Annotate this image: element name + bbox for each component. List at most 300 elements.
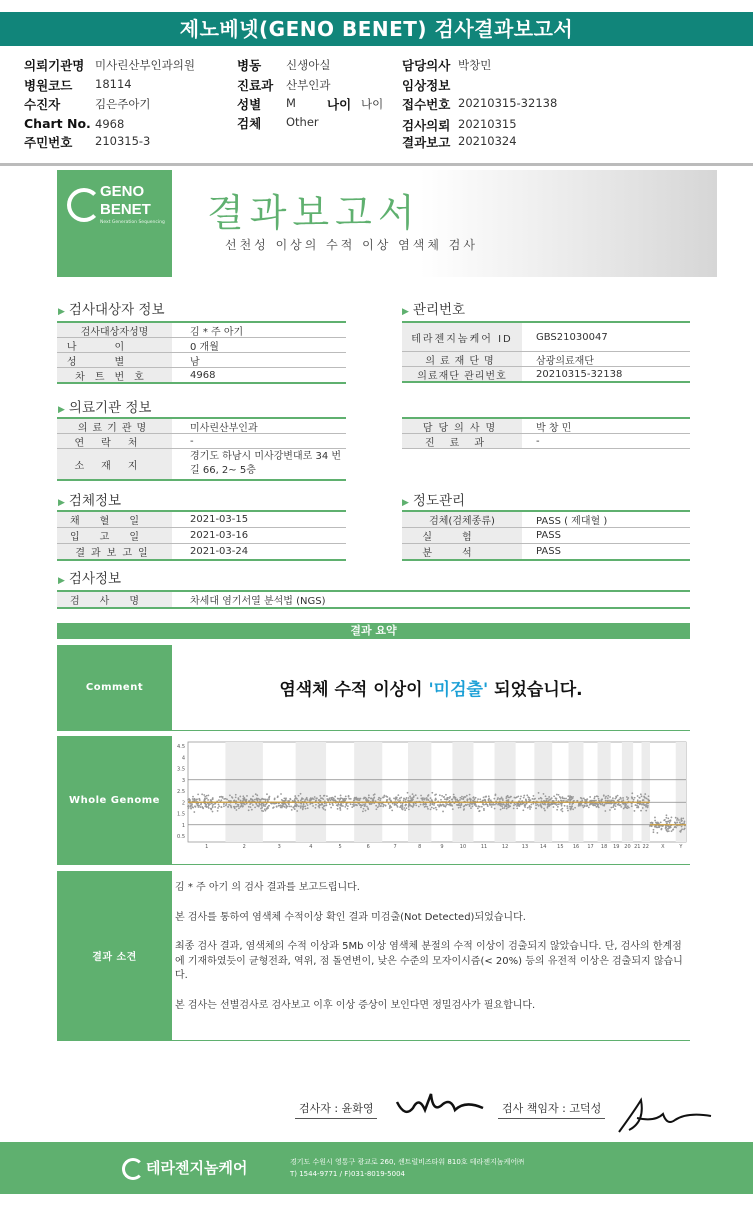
- data-point: [640, 793, 642, 795]
- data-point: [550, 804, 552, 806]
- row-value: -: [536, 435, 540, 447]
- header-value: 20210315: [458, 117, 517, 131]
- data-point: [667, 828, 669, 830]
- data-point: [296, 810, 298, 812]
- data-point: [375, 808, 377, 810]
- data-point: [603, 794, 605, 796]
- data-point: [337, 798, 339, 800]
- data-point: [610, 807, 612, 809]
- table-row: [402, 512, 690, 528]
- data-point: [365, 803, 367, 805]
- section-title-text: 관리번호: [412, 302, 466, 318]
- findings-block: [57, 871, 690, 1041]
- header-divider: [0, 163, 753, 166]
- supervisor-signature: [615, 1092, 715, 1137]
- data-point: [565, 798, 567, 800]
- data-point: [507, 797, 509, 799]
- data-point: [443, 796, 445, 798]
- chromosome-band: [296, 742, 326, 842]
- data-point: [455, 799, 457, 801]
- data-point: [437, 804, 439, 806]
- data-point: [413, 803, 415, 805]
- data-point: [460, 807, 462, 809]
- data-point: [412, 799, 414, 801]
- data-point: [679, 822, 681, 824]
- data-point: [601, 803, 603, 805]
- data-point: [327, 800, 329, 802]
- header-value: 20210324: [458, 134, 517, 148]
- data-point: [283, 805, 285, 807]
- data-point: [509, 805, 511, 807]
- data-point: [345, 796, 347, 798]
- data-point: [667, 818, 669, 820]
- data-point: [228, 800, 230, 802]
- data-point: [337, 805, 339, 807]
- data-point: [631, 792, 633, 794]
- data-point: [458, 800, 460, 802]
- data-point: [391, 810, 393, 812]
- comment-highlight: '미검출': [428, 680, 489, 700]
- data-point: [676, 822, 678, 824]
- data-point: [481, 806, 483, 808]
- row-label: 나이: [57, 338, 172, 352]
- data-point: [566, 805, 568, 807]
- data-point: [493, 798, 495, 800]
- data-point: [560, 797, 562, 799]
- data-point: [669, 820, 671, 822]
- data-point: [578, 803, 580, 805]
- header-value: 20210315-32138: [458, 96, 558, 110]
- data-point: [560, 799, 562, 801]
- data-point: [399, 799, 401, 801]
- data-point: [192, 796, 194, 798]
- data-point: [681, 826, 683, 828]
- data-point: [292, 806, 294, 808]
- data-point: [204, 796, 206, 798]
- x-tick-label: 17: [587, 844, 594, 850]
- data-point: [538, 792, 540, 794]
- data-point: [543, 800, 545, 802]
- data-point: [608, 800, 610, 802]
- section-title-subject: [58, 298, 165, 318]
- data-point: [339, 800, 341, 802]
- data-point: [634, 810, 636, 812]
- section-title-text: 의료기관 정보: [68, 400, 152, 416]
- data-point: [324, 795, 326, 797]
- data-point: [499, 798, 501, 800]
- data-point: [401, 806, 403, 808]
- x-tick-label: 7: [393, 844, 397, 850]
- data-point: [627, 798, 629, 800]
- row-label: 의료재단명: [402, 352, 522, 366]
- data-point: [268, 797, 270, 799]
- data-point: [461, 796, 463, 798]
- x-tick-label: 21: [634, 844, 641, 850]
- data-point: [435, 798, 437, 800]
- data-point: [195, 806, 197, 808]
- data-point: [280, 793, 282, 795]
- data-point: [609, 809, 611, 811]
- data-point: [339, 798, 341, 800]
- data-point: [430, 808, 432, 810]
- data-point: [661, 828, 663, 830]
- data-point: [558, 794, 560, 796]
- data-point: [329, 797, 331, 799]
- row-value: GBS21030047: [536, 331, 608, 343]
- data-point: [449, 796, 451, 798]
- section-title-text: 검사대상자 정보: [68, 302, 165, 318]
- data-point: [545, 798, 547, 800]
- data-point: [309, 800, 311, 802]
- data-point: [390, 800, 392, 802]
- data-point: [647, 805, 649, 807]
- data-point: [645, 810, 647, 812]
- data-point: [189, 803, 191, 805]
- data-point: [631, 798, 633, 800]
- data-point: [348, 795, 350, 797]
- data-point: [389, 807, 391, 809]
- data-point: [394, 803, 396, 805]
- triangle-icon: ▶: [58, 405, 65, 415]
- data-point: [643, 796, 645, 798]
- data-point: [264, 805, 266, 807]
- data-point: [615, 805, 617, 807]
- row-label: 검사대상자성명: [57, 323, 172, 337]
- data-point: [622, 799, 624, 801]
- data-point: [191, 806, 193, 808]
- y-tick-label: 1.5: [177, 811, 185, 818]
- data-point: [530, 799, 532, 801]
- data-point: [395, 799, 397, 801]
- data-point: [372, 800, 374, 802]
- data-point: [420, 795, 422, 797]
- section-title-text: 정도관리: [412, 493, 466, 509]
- data-point: [491, 806, 493, 808]
- data-point: [548, 805, 550, 807]
- table-row: [402, 367, 690, 381]
- data-point: [189, 800, 191, 802]
- data-point: [315, 804, 317, 806]
- genome-block: [57, 736, 690, 865]
- data-point: [467, 804, 469, 806]
- data-point: [478, 805, 480, 807]
- data-point: [443, 804, 445, 806]
- data-point: [634, 797, 636, 799]
- section-title-text: 검사정보: [68, 571, 122, 587]
- data-point: [662, 825, 664, 827]
- data-point: [500, 803, 502, 805]
- data-point: [254, 806, 256, 808]
- data-point: [229, 794, 231, 796]
- data-point: [483, 796, 485, 798]
- data-point: [609, 796, 611, 798]
- header-key: 수진자: [24, 97, 61, 112]
- findings-paragraph: 김 * 주 아기 의 검사 결과를 보고드립니다.: [175, 882, 360, 893]
- data-point: [584, 805, 586, 807]
- data-point: [473, 796, 475, 798]
- row-label: 의료재단 관리번호: [402, 367, 522, 381]
- data-point: [235, 794, 237, 796]
- data-point: [210, 799, 212, 801]
- data-point: [524, 805, 526, 807]
- data-point: [520, 803, 522, 805]
- data-point: [389, 805, 391, 807]
- data-point: [665, 817, 667, 819]
- data-point: [214, 806, 216, 808]
- data-point: [529, 808, 531, 810]
- data-point: [412, 793, 414, 795]
- data-point: [358, 798, 360, 800]
- data-point: [424, 798, 426, 800]
- data-point: [259, 799, 261, 801]
- data-point: [574, 807, 576, 809]
- data-point: [242, 806, 244, 808]
- comment-label: Comment: [57, 645, 172, 730]
- data-point: [672, 828, 674, 830]
- data-point: [479, 810, 481, 812]
- data-point: [463, 796, 465, 798]
- data-point: [193, 798, 195, 800]
- logo-text: GENO: [100, 183, 145, 200]
- data-point: [489, 804, 491, 806]
- footer-company: 테라젠지놈케어: [146, 1159, 248, 1177]
- data-point: [581, 805, 583, 807]
- data-point: [198, 798, 200, 800]
- data-point: [377, 799, 379, 801]
- data-point: [589, 796, 591, 798]
- data-point: [369, 803, 371, 805]
- data-point: [204, 805, 206, 807]
- data-point: [444, 798, 446, 800]
- data-point: [304, 805, 306, 807]
- data-point: [612, 800, 614, 802]
- data-point: [388, 803, 390, 805]
- footer-contact-line: T) 1544-9771 / F)031-8019-5004: [290, 1170, 405, 1178]
- x-tick-label: 5: [338, 844, 342, 850]
- row-value: 박 창 민: [536, 422, 572, 434]
- row-value: -: [190, 435, 194, 447]
- data-point: [593, 797, 595, 799]
- data-point: [234, 806, 236, 808]
- data-point: [594, 796, 596, 798]
- data-point: [653, 829, 655, 831]
- row-value: PASS: [536, 546, 561, 557]
- data-point: [197, 805, 199, 807]
- data-point: [301, 797, 303, 799]
- data-point: [426, 797, 428, 799]
- data-point: [207, 799, 209, 801]
- data-point: [378, 797, 380, 799]
- data-point: [359, 804, 361, 806]
- data-point: [523, 797, 525, 799]
- data-point: [518, 803, 520, 805]
- data-point: [648, 795, 650, 797]
- data-point: [259, 804, 261, 806]
- data-point: [656, 822, 658, 824]
- table-row: [402, 352, 690, 367]
- table-row: [57, 419, 346, 434]
- data-point: [363, 808, 365, 810]
- data-point: [504, 805, 506, 807]
- x-tick-label: 2: [242, 844, 246, 850]
- data-point: [604, 797, 606, 799]
- data-point: [527, 807, 529, 809]
- data-point: [570, 809, 572, 811]
- data-point: [379, 799, 381, 801]
- data-point: [502, 804, 504, 806]
- row-value: 남: [190, 356, 200, 368]
- data-point: [617, 804, 619, 806]
- data-point: [485, 803, 487, 805]
- data-point: [378, 805, 380, 807]
- data-point: [605, 796, 607, 798]
- data-point: [467, 798, 469, 800]
- data-point: [615, 797, 617, 799]
- data-point: [286, 805, 288, 807]
- data-point: [255, 793, 257, 795]
- x-tick-label: Y: [679, 844, 683, 850]
- data-point: [427, 808, 429, 810]
- header-key: 의뢰기관명: [24, 58, 85, 73]
- x-tick-label: X: [661, 844, 665, 850]
- data-point: [403, 807, 405, 809]
- data-point: [348, 798, 350, 800]
- data-point: [494, 794, 496, 796]
- table-row: [57, 368, 346, 382]
- data-point: [617, 795, 619, 797]
- data-point: [334, 799, 336, 801]
- data-point: [333, 798, 335, 800]
- findings-paragraph: 본 검사를 통하여 염색체 수적이상 확인 결과 미검출(Not Detected)되었습니다.: [175, 911, 526, 923]
- header-value: 4968: [95, 117, 125, 131]
- findings-text: [175, 881, 685, 1028]
- data-point: [197, 793, 199, 795]
- data-point: [642, 799, 644, 801]
- footer-address-line: 경기도 수원시 영통구 광교로 260, 센트럴비즈타워 810호 테라젠지놈케어㈜: [290, 1158, 525, 1166]
- data-point: [544, 810, 546, 812]
- data-point: [462, 798, 464, 800]
- y-tick-label: 2: [181, 800, 185, 807]
- data-point: [506, 808, 508, 810]
- x-tick-label: 16: [572, 844, 580, 850]
- data-point: [360, 798, 362, 800]
- data-point: [415, 794, 417, 796]
- data-point: [656, 832, 658, 834]
- y-tick-label: 4.5: [177, 744, 185, 750]
- data-point: [409, 796, 411, 798]
- data-point: [434, 799, 436, 801]
- row-value: 차세대 염기서열 분석법 (NGS): [190, 596, 326, 607]
- data-point: [501, 805, 503, 807]
- data-point: [513, 805, 515, 807]
- data-point: [272, 807, 274, 809]
- data-point: [313, 798, 315, 800]
- row-value: 2021-03-24: [190, 546, 249, 557]
- data-point: [497, 798, 499, 800]
- header-key: 검체: [237, 116, 262, 131]
- data-point: [217, 807, 219, 809]
- data-point: [288, 806, 290, 808]
- data-point: [449, 803, 451, 805]
- data-point: [625, 807, 627, 809]
- data-point: [595, 800, 597, 802]
- table-row: [402, 544, 690, 559]
- data-point: [367, 808, 369, 810]
- comment-block: [57, 645, 690, 731]
- data-point: [441, 795, 443, 797]
- data-point: [355, 798, 357, 800]
- data-point: [386, 796, 388, 798]
- data-point: [626, 796, 628, 798]
- data-point: [469, 798, 471, 800]
- data-point: [406, 807, 408, 809]
- data-point: [188, 798, 190, 800]
- data-point: [572, 796, 574, 798]
- row-label: 채혈일: [57, 512, 172, 527]
- data-point: [535, 804, 537, 806]
- data-point: [347, 808, 349, 810]
- data-point: [631, 805, 633, 807]
- data-point: [223, 803, 225, 805]
- x-tick-label: 18: [600, 844, 608, 850]
- data-point: [619, 804, 621, 806]
- data-point: [206, 797, 208, 799]
- data-point: [567, 799, 569, 801]
- row-label: 의료기관명: [57, 419, 172, 433]
- x-tick-label: 11: [480, 844, 488, 850]
- data-point: [683, 822, 685, 824]
- data-point: [365, 799, 367, 801]
- data-point: [392, 803, 394, 805]
- data-point: [439, 794, 441, 796]
- data-point: [548, 799, 550, 801]
- data-point: [251, 809, 253, 811]
- data-point: [314, 796, 316, 798]
- data-point: [665, 827, 667, 829]
- y-tick-label: 4: [181, 755, 185, 762]
- data-point: [532, 803, 534, 805]
- row-value: 삼광의료재단: [536, 355, 594, 367]
- footer: [0, 1142, 753, 1194]
- data-point: [408, 797, 410, 799]
- header-key: 결과보고: [402, 135, 451, 150]
- data-point: [431, 792, 433, 794]
- data-point: [525, 798, 527, 800]
- data-point: [192, 798, 194, 800]
- data-point: [190, 808, 192, 810]
- data-point: [603, 805, 605, 807]
- data-point: [423, 803, 425, 805]
- data-point: [607, 795, 609, 797]
- data-point: [470, 807, 472, 809]
- data-point: [344, 806, 346, 808]
- data-point: [337, 803, 339, 805]
- genome-label: Whole Genome: [57, 736, 172, 864]
- data-point: [663, 819, 665, 821]
- data-point: [426, 806, 428, 808]
- data-point: [305, 799, 307, 801]
- data-point: [307, 804, 309, 806]
- data-point: [614, 808, 616, 810]
- data-point: [573, 800, 575, 802]
- data-point: [314, 807, 316, 809]
- data-point: [238, 799, 240, 801]
- data-point: [555, 799, 557, 801]
- row-label: 진료과: [402, 434, 522, 448]
- data-point: [669, 822, 671, 824]
- data-point: [513, 807, 515, 809]
- data-point: [188, 807, 190, 809]
